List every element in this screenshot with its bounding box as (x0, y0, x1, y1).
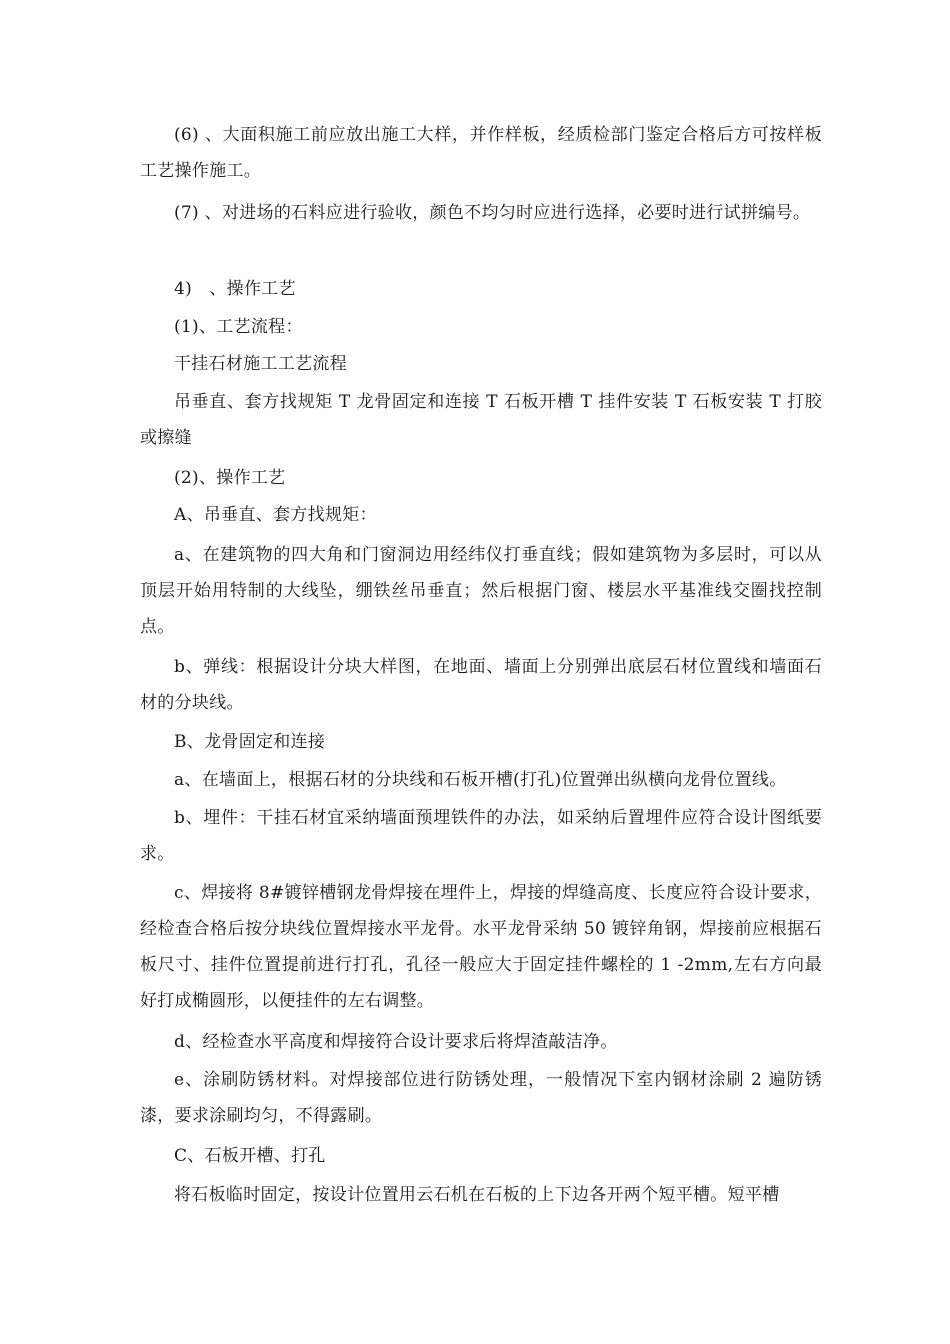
item-b-heading: B、龙骨固定和连接 (174, 732, 326, 752)
paragraph-6: (6) 、大面积施工前应放出施工大样，并作样板，经质检部门鉴定合格后方可按样板工艺操作施工。 (140, 125, 822, 181)
item-b-e: e、涂刷防锈材料。对焊接部位进行防锈处理，一般情况下室内钢材涂刷 2 遍防锈漆，要求涂刷均匀，不得露刷。 (140, 1070, 822, 1126)
subheading-2: (2)、操作工艺 (174, 468, 286, 488)
subheading-1: (1)、工艺流程： (174, 317, 303, 337)
item-a-b: b、弹线：根据设计分块大样图，在地面、墙面上分别弹出底层石材位置线和墙面石材的分块线。 (140, 657, 822, 713)
item-b-c: c、焊接将 8#镀锌槽钢龙骨焊接在埋件上，焊接的焊缝高度、长度应符合设计要求，经检查合格后按分块线位置焊接水平龙骨。水平龙骨采纳 50 镀锌角钢，焊接前应根据石板尺寸、挂件位置提前进行打孔，孔径一般应大于固定挂件螺栓的 1 -2mm,左右方向最好打成椭圆形，以便挂件的左右调整。 (140, 883, 822, 1011)
item-b-a: a、在墙面上，根据石材的分块线和石板开槽(打孔)位置弹出纵横向龙骨位置线。 (174, 770, 787, 790)
item-a-heading: A、吊垂直、套方找规矩： (174, 505, 377, 525)
flow-steps: 吊垂直、套方找规矩 T 龙骨固定和连接 T 石板开槽 T 挂件安装 T 石板安装 T 打胶或擦缝 (140, 392, 822, 448)
item-b-b: b、埋件：干挂石材宜采纳墙面预埋铁件的办法，如采纳后置埋件应符合设计图纸要求。 (140, 808, 822, 864)
flow-title: 干挂石材施工工艺流程 (174, 354, 347, 374)
section-heading-4: 4) 、操作工艺 (174, 279, 296, 299)
item-c-text: 将石板临时固定，按设计位置用云石机在石板的上下边各开两个短平槽。短平槽 (174, 1185, 780, 1205)
item-c-heading: C、石板开槽、打孔 (174, 1146, 326, 1166)
item-b-d: d、经检查水平高度和焊接符合设计要求后将焊渣敲洁净。 (174, 1032, 618, 1052)
item-a-a: a、在建筑物的四大角和门窗洞边用经纬仪打垂直线；假如建筑物为多层时，可以从顶层开始用特制的大线坠，绷铁丝吊垂直；然后根据门窗、楼层水平基准线交圈找控制点。 (140, 545, 822, 637)
paragraph-7: (7) 、对进场的石料应进行验收，颜色不均匀时应进行选择，必要时进行试拼编号。 (174, 203, 811, 223)
